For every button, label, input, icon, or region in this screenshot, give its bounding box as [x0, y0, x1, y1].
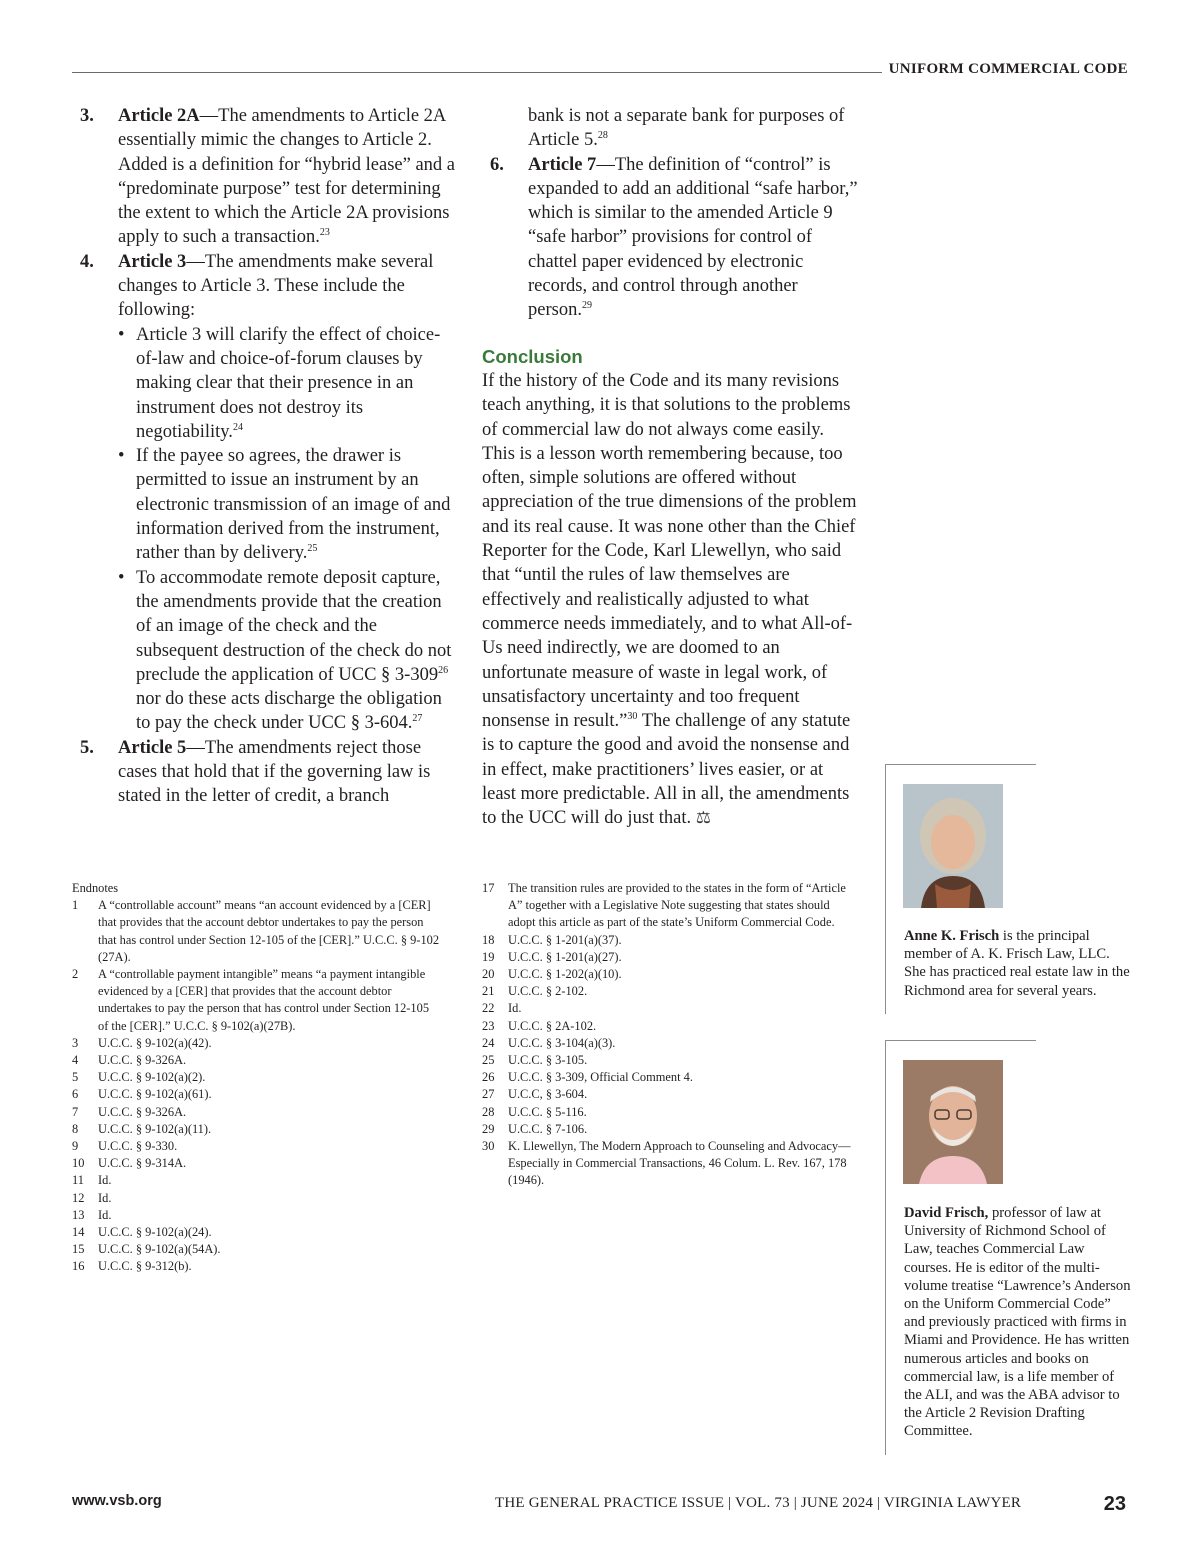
- endnote-item: [482, 966, 852, 983]
- endnote-text: U.C.C. § 9-102(a)(2).: [98, 1070, 206, 1085]
- endnote-list: [482, 880, 852, 1190]
- endnote-text: U.C.C. § 1-201(a)(37).: [508, 932, 622, 947]
- item-title: Article 3: [118, 251, 187, 272]
- endnote-item: [482, 1069, 852, 1086]
- bullet-item: • If the payee so agrees, the drawer is permitted to issue an instrument by an electronic transmission of an image of and information derived from the instrument, rather than by delivery.$^{25}$: [118, 446, 451, 564]
- author-bio-david: [885, 1040, 1136, 1455]
- endnote-number: 1: [72, 898, 79, 913]
- endnote-item: [72, 1035, 442, 1052]
- endnote-number: 7: [72, 1104, 79, 1119]
- endnote-number: 24: [482, 1035, 495, 1050]
- endnote-item: [72, 1121, 442, 1138]
- endnote-item: [72, 1138, 442, 1155]
- author-name: Anne K. Frisch: [904, 928, 1000, 944]
- endnote-number: 30: [482, 1139, 495, 1154]
- endnote-number: 29: [482, 1121, 495, 1136]
- endnote-item: [482, 1052, 852, 1069]
- item-5-continuation: bank is not a separate bank for purposes of Article 5.28: [528, 106, 845, 151]
- endnote-text: U.C.C. § 9-102(a)(54A).: [98, 1242, 221, 1257]
- header-rule: [72, 72, 882, 73]
- endnote-number: 4: [72, 1053, 79, 1068]
- endnote-number: 21: [482, 984, 495, 999]
- endnote-number: 23: [482, 1018, 495, 1033]
- endnote-number: 22: [482, 1001, 495, 1016]
- conclusion-paragraph: If the history of the Code and its many revisions teach anything, it is that solutions to the problems of commercial law do not always come easily. This is a lesson worth remembering because, too often, simple solutions are offered without appreciation of the true dimensions of the problem and its real cause. It was none other than the Chief Reporter for the Code, Karl Llewellyn, who said that “until the rules of law themselves are effectively and realistically adjusted to what commerce needs immediately, and to what All-of-Us need indirectly, we are doomed to an unfortunate measure of waste in legal work, of unsatisfactory uncertainty and too frequent nonsense in result.”$^{30}$ The challenge of any statute is to capture the good and avoid the nonsense and in effect, make practitioners’ lives easier, or at least more predictable. All in all, the amendments to the UCC will do just that. ⚖: [482, 370, 857, 829]
- endnote-text: U.C.C. § 3-105.: [508, 1053, 588, 1068]
- endnotes-heading: Endnotes: [72, 881, 119, 895]
- item-text: —The definition of “control” is expanded to add an additional “safe harbor,” which is similar to the amended Article 9 “safe harbor” provisions for control of chattel paper evidenced by electronic records, and control through another person.: [528, 154, 858, 321]
- endnote-item: [72, 1241, 442, 1258]
- endnote-text: U.C.C. § 3-309, Official Comment 4.: [508, 1070, 693, 1085]
- footnote-ref: 27: [412, 713, 423, 725]
- footnote-ref: 28: [597, 130, 608, 142]
- endnote-text: Id.: [98, 1207, 112, 1222]
- endnote-item: [482, 1035, 852, 1052]
- endnote-item: [72, 1224, 442, 1241]
- footer-website[interactable]: www.vsb.org: [72, 1493, 162, 1509]
- item-text: —The amendments reject those cases that hold that if the governing law is stated in the letter of credit, a branch: [118, 737, 431, 807]
- endnote-number: 6: [72, 1087, 79, 1102]
- endnote-item: [482, 1104, 852, 1121]
- bullet-list: [118, 323, 455, 736]
- endnote-text: A “controllable account” means “an account evidenced by a [CER] that provides that the account debtor undertakes to pay the person that has control under Section 12-105 of the [CER].” U.C.C. § 9-102 (27A).: [98, 898, 440, 964]
- endnote-number: 17: [482, 881, 495, 895]
- endnote-number: 10: [72, 1156, 85, 1171]
- endnote-number: 18: [482, 932, 495, 947]
- endnote-item: [482, 1138, 852, 1190]
- endnote-text: U.C.C. § 9-326A.: [98, 1104, 187, 1119]
- endnote-number: 16: [72, 1259, 85, 1274]
- endnote-item: [482, 1086, 852, 1103]
- endnote-number: 8: [72, 1121, 79, 1136]
- endnote-number: 2: [72, 967, 79, 982]
- endnote-number: 13: [72, 1207, 85, 1222]
- endnote-text: U.C.C. § 1-202(a)(10).: [508, 967, 622, 982]
- endnote-text: U.C.C. § 2-102.: [508, 984, 588, 999]
- endnote-text: U.C.C. § 9-330.: [98, 1139, 178, 1154]
- endnotes-left: [72, 880, 442, 1276]
- endnote-number: 9: [72, 1139, 79, 1154]
- endnote-text: U.C.C. § 9-314A.: [98, 1156, 187, 1171]
- item-text: —The amendments make several changes to Article 3. These include the following:: [118, 251, 434, 321]
- endnote-item: [482, 880, 852, 932]
- endnote-number: 20: [482, 967, 495, 982]
- endnote-text: U.C.C. § 9-102(a)(61).: [98, 1087, 212, 1102]
- endnote-number: 25: [482, 1053, 495, 1068]
- endnote-item: [72, 1069, 442, 1086]
- endnote-text: U.C.C. § 9-312(b).: [98, 1259, 192, 1274]
- bio-text: David Frisch, professor of law at University of Richmond School of Law, teaches Commercial Law courses. He is editor of the multi-volume treatise “Lawrence’s Anderson on the Uniform Commercial Code” and previously practiced with firms in Miami and Providence. He has written numerous articles and books on commercial law, is a life member of the ALI, and was the ABA advisor to the Article 2 Revision Drafting Committee.: [904, 1205, 1131, 1440]
- bio-text: Anne K. Frisch is the principal member of A. K. Frisch Law, LLC. She has practiced real estate law in the Richmond area for several years.: [904, 928, 1130, 999]
- endnote-item: [482, 1000, 852, 1017]
- endnote-number: 27: [482, 1087, 495, 1102]
- footnote-ref: 26: [438, 664, 449, 676]
- endnote-item: [72, 1086, 442, 1103]
- item-number: 6.: [490, 154, 504, 175]
- endnote-list: [72, 897, 442, 1275]
- endnote-text: U.C.C. § 9-102(a)(24).: [98, 1225, 212, 1240]
- item-title: Article 5: [118, 737, 187, 758]
- item-title: Article 2A: [118, 106, 200, 126]
- endnote-item: [72, 897, 442, 966]
- endnote-item: [482, 1018, 852, 1035]
- endnote-text: A “controllable payment intangible” means “a payment intangible evidenced by a [CER] that provides that the account debtor undertakes to pay the person that has control under Section 12-105 of the [CER].” U.C.C. § 9-102(a)(27B).: [98, 967, 430, 1033]
- endnote-text: U.C.C. § 3-104(a)(3).: [508, 1035, 616, 1050]
- bio-rule: [886, 764, 1036, 765]
- item-number: 5.: [80, 737, 94, 758]
- author-photo-anne: [903, 784, 1003, 908]
- bullet-icon: •: [118, 324, 125, 345]
- footnote-ref: 30: [627, 710, 638, 722]
- item-number: 4.: [80, 251, 94, 272]
- author-name: David Frisch,: [904, 1205, 989, 1221]
- endnote-text: U.C.C. § 9-102(a)(42).: [98, 1035, 212, 1050]
- endnote-text: Id.: [508, 1001, 522, 1016]
- endnote-item: [72, 1052, 442, 1069]
- endnote-item: [72, 1172, 442, 1189]
- endnote-text: U.C.C. § 9-102(a)(11).: [98, 1121, 212, 1136]
- endnote-text: The transition rules are provided to the states in the form of “Article A” together with a Legislative Note suggesting that states should adopt this article as part of the state’s Uniform Commercial Code.: [508, 881, 846, 930]
- endnote-number: 28: [482, 1104, 495, 1119]
- author-photo-david: [903, 1060, 1003, 1184]
- endnote-text: Id.: [98, 1190, 112, 1205]
- article-item-6: [482, 153, 860, 323]
- endnote-number: 3: [72, 1035, 79, 1050]
- body-column-right: [482, 104, 860, 831]
- bullet-item: • Article 3 will clarify the effect of choice-of-law and choice-of-forum clauses by making clear that their presence in an instrument does not destroy its negotiability.$^{24}$: [118, 324, 441, 442]
- bullet-icon: •: [118, 567, 125, 588]
- author-bio-anne: [885, 764, 1136, 1014]
- endnote-item: [482, 932, 852, 949]
- endnote-text: U.C.C, § 3-604.: [508, 1087, 588, 1102]
- endnote-number: 19: [482, 949, 495, 964]
- article-item-4: [80, 250, 455, 736]
- endnote-text: U.C.C. § 2A-102.: [508, 1018, 597, 1033]
- endnotes-right: [482, 880, 852, 1190]
- endnote-text: Id.: [98, 1173, 112, 1188]
- article-item-3: [80, 104, 455, 250]
- endnote-text: U.C.C. § 7-106.: [508, 1121, 588, 1136]
- endnote-number: 14: [72, 1225, 85, 1240]
- endnote-number: 11: [72, 1173, 84, 1188]
- bullet-icon: •: [118, 446, 125, 467]
- endnote-text: U.C.C. § 9-326A.: [98, 1053, 187, 1068]
- running-head: UNIFORM COMMERCIAL CODE: [888, 61, 1128, 77]
- endnote-text: U.C.C. § 5-116.: [508, 1104, 587, 1119]
- endnote-item: [482, 983, 852, 1000]
- footnote-ref: 23: [319, 227, 330, 239]
- bullet-item: • To accommodate remote deposit capture, the amendments provide that the creation of an image of the check and the subsequent destruction of the check do not preclude the application of UCC § $3-309^{26}$ nor do these acts discharge the obligation to pay the check under UCC § 3-604.27: [118, 567, 452, 734]
- endnote-item: [482, 1121, 852, 1138]
- item-title: Article 7: [528, 154, 597, 175]
- endnote-number: 26: [482, 1070, 495, 1085]
- conclusion-heading: Conclusion: [482, 345, 583, 367]
- endnote-item: [482, 949, 852, 966]
- page-number: 23: [1103, 1493, 1126, 1515]
- endnote-item: [72, 1258, 442, 1275]
- endnote-item: [72, 1190, 442, 1207]
- endnote-item: [72, 966, 442, 1035]
- footnote-ref: 24: [232, 421, 243, 433]
- endnote-text: U.C.C. § 1-201(a)(27).: [508, 949, 622, 964]
- footnote-ref: 29: [581, 300, 592, 312]
- endnote-number: 12: [72, 1190, 85, 1205]
- endnote-text: K. Llewellyn, The Modern Approach to Counseling and Advocacy—Especially in Commercial Transactions, 46 Colum. L. Rev. 167, 178 (1946).: [508, 1139, 851, 1188]
- footer-publication: THE GENERAL PRACTICE ISSUE | VOL. 73 | JUNE 2024 | VIRGINIA LAWYER: [495, 1495, 1022, 1511]
- article-item-5: [80, 736, 455, 809]
- endnote-number: 15: [72, 1242, 85, 1257]
- item-number: 3.: [80, 106, 94, 126]
- endnote-item: [72, 1104, 442, 1121]
- scales-icon: ⚖: [695, 808, 712, 828]
- body-column-left: [80, 104, 455, 809]
- bio-rule: [886, 1040, 1036, 1041]
- item-text: —The amendments to Article 2A essentially mimic the changes to Article 2. Added is a definition for “hybrid lease” and a “predominate purpose” test for determining the extent to which the Article 2A provisions apply to such a transaction.: [118, 106, 455, 248]
- footnote-ref: 25: [307, 543, 318, 555]
- endnote-item: [72, 1155, 442, 1172]
- endnote-number: 5: [72, 1070, 79, 1085]
- endnote-item: [72, 1207, 442, 1224]
